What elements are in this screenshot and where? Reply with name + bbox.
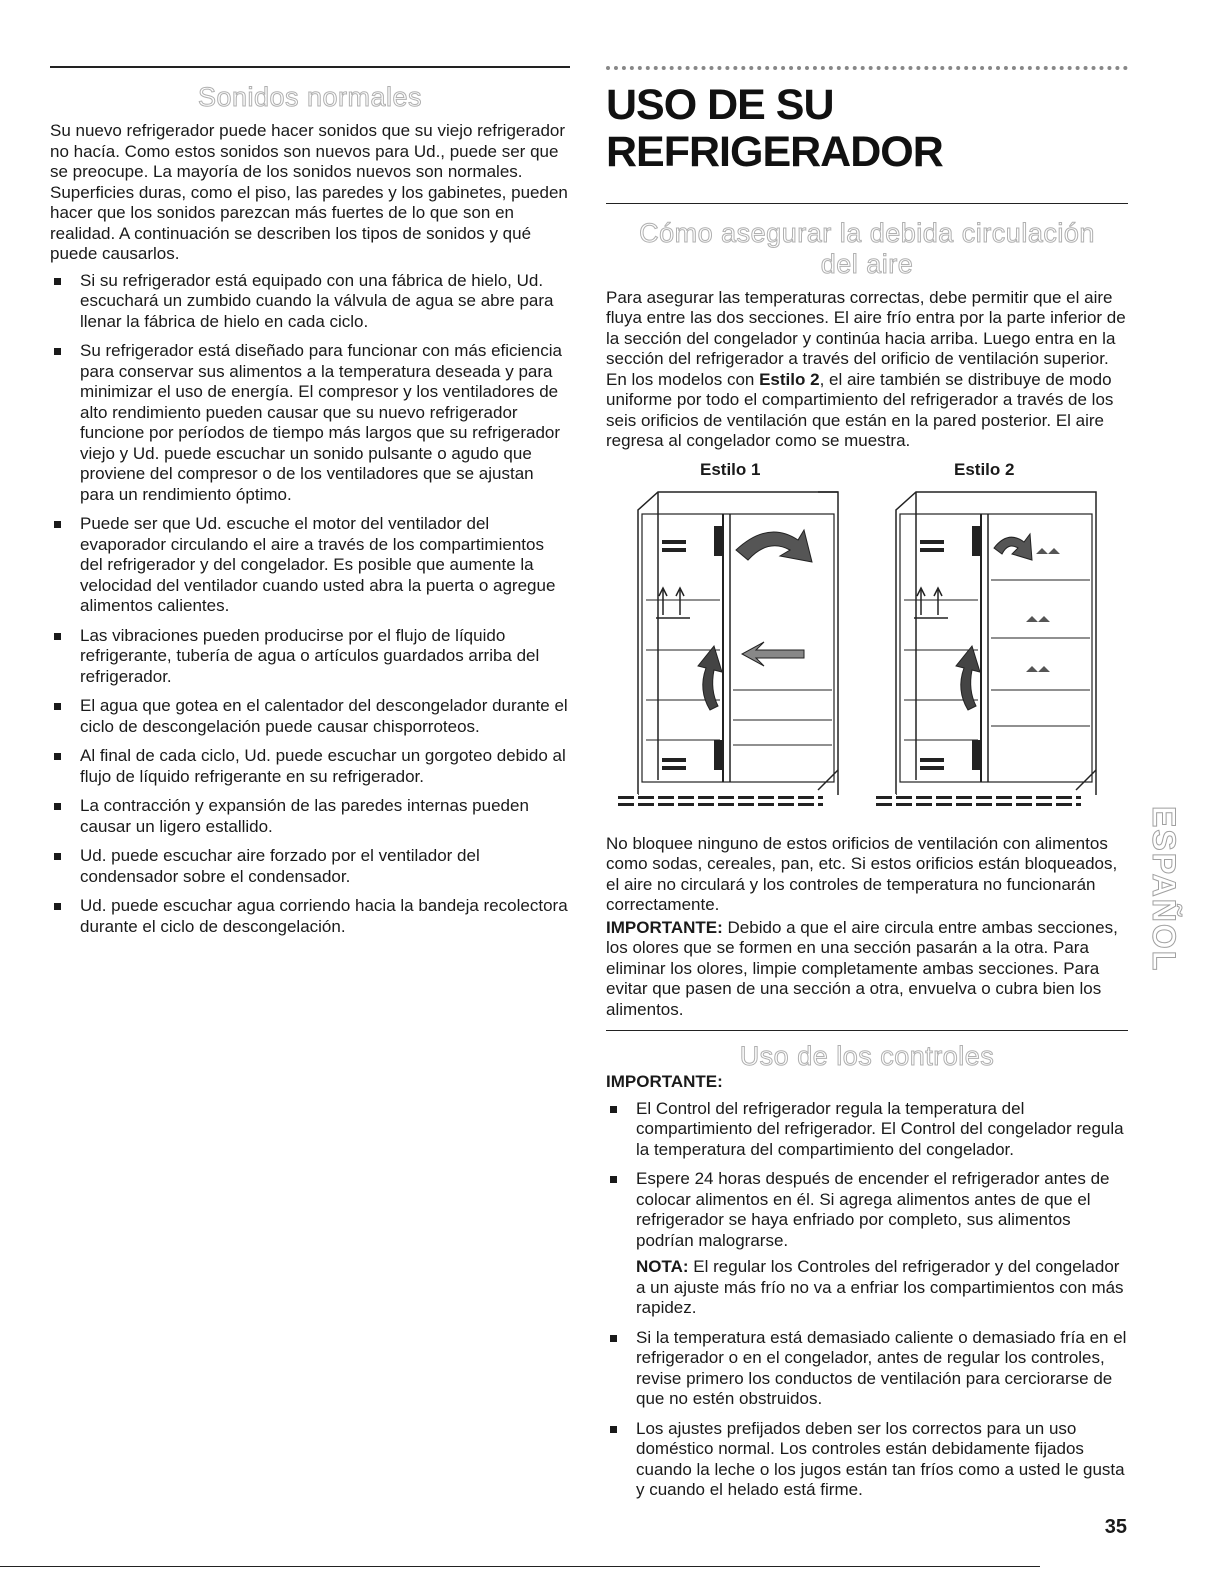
air-circulation-paragraph <box>606 288 1128 452</box>
vent-warning-paragraph: No bloquee ninguno de estos orificios de ventilación con alimentos como sodas, cereales, pan, etc. Si estos orificios están bloqueados, el aire no circulará y los controles de temperatura no funcionarán correctamente. <box>606 833 1118 915</box>
controls-important-label <box>606 1072 1128 1093</box>
page-title: USO DE SU REFRIGERADOR <box>606 81 943 177</box>
language-tab-label: ESPAÑOL <box>1146 806 1182 973</box>
list-item: La contracción y expansión de las paredes internas pueden causar un ligero estallido. <box>50 796 570 837</box>
style-1-diagram <box>618 490 846 812</box>
controls-rule <box>606 1030 1128 1031</box>
list-item: Espere 24 horas después de encender el refrigerador antes de colocar alimentos en él. Si agrega alimentos antes de que el refrigerador se haya enfriado por completo, sus alimentos podrían malograrse. <box>606 1169 1128 1251</box>
normal-sounds-heading: Sonidos normales <box>197 82 423 112</box>
controls-list <box>606 1099 1128 1252</box>
page-number: 35 <box>1104 1516 1127 1538</box>
nota-text: El regular los Controles del refrigerador y del congelador a un ajuste más frío no va a enfriar los compartimientos con más rapidez. <box>636 1257 1124 1318</box>
list-item: Su refrigerador está diseñado para funcionar con más eficiencia para conservar sus alimentos a la temperatura deseada y para minimizar el uso de energía. El compresor y los ventiladores de alto rendimiento pueden causar que su nuevo refrigerador funcione por períodos de tiempo más largos que su refrigerador viejo y Ud. puede escuchar un sonido pulsante o agudo que proviene del compresor o de los ventiladores que se ajustan para un rendimiento óptimo. <box>50 341 570 505</box>
air-circulation-heading: Cómo asegurar la debida circulación del aire <box>639 217 1095 279</box>
list-item: Las vibraciones pueden producirse por el flujo de líquido refrigerante, tubería de agua o artículos guardados arriba del refrigerador. <box>50 626 570 688</box>
controls-important-text: IMPORTANTE: <box>606 1072 723 1092</box>
language-side-tab <box>1148 800 1188 1060</box>
air-text-2: , el aire también se distribuye de modo uniforme por todo el compartimiento del refrigerador a través de los seis orificios de ventilación que están en la pared posterior. El aire regresa al congelador como se muestra. <box>606 369 1114 451</box>
list-item: Si su refrigerador está equipado con una fábrica de hielo, Ud. escuchará un zumbido cuando la válvula de agua se abre para llenar la fábrica de hielo en cada ciclo. <box>50 271 570 333</box>
nota-paragraph <box>606 1257 1128 1319</box>
nota-label: NOTA: <box>636 1257 689 1277</box>
style-2-label: Estilo 2 <box>954 459 1015 479</box>
list-item: Ud. puede escuchar agua corriendo hacia la bandeja recolectora durante el ciclo de descongelación. <box>50 896 570 937</box>
right-top-rule <box>606 66 1128 70</box>
list-item: Si la temperatura está demasiado caliente o demasiado fría en el refrigerador o en el congelador, antes de regular los controles, revise primero los conductos de ventilación para cerciorarse de que no estén obstruidos. <box>606 1328 1128 1410</box>
style-1-label: Estilo 1 <box>700 459 761 479</box>
right-column <box>606 72 1128 1510</box>
style-2-bold: Estilo 2 <box>759 369 820 389</box>
normal-sounds-list <box>50 271 570 938</box>
important-paragraph <box>606 918 1128 1021</box>
title-rule <box>606 203 1128 204</box>
bottom-rule <box>0 1566 1040 1567</box>
important-label: IMPORTANTE: <box>606 917 723 937</box>
list-item: Ud. puede escuchar aire forzado por el ventilador del condensador sobre el condensador. <box>50 846 570 887</box>
left-column <box>50 72 570 946</box>
left-top-rule <box>50 66 570 68</box>
air-text-1: Para asegurar las temperaturas correctas, debe permitir que el aire fluya entre las dos secciones. El aire frío entra por la parte inferior de la sección del congelador y continúa hacia arriba. Luego entra en la sección del refrigerador a través del orificio de ventilación superior. En los modelos con <box>606 287 1126 389</box>
controls-heading: Uso de los controles <box>739 1041 995 1072</box>
style-2-diagram <box>876 490 1104 812</box>
list-item: El agua que gotea en el calentador del descongelador durante el ciclo de descongelación puede causar chisporroteos. <box>50 696 570 737</box>
airflow-figure <box>606 460 1128 830</box>
controls-list-2 <box>606 1328 1128 1501</box>
list-item: El Control del refrigerador regula la temperatura del compartimiento del refrigerador. El Control del congelador regula la temperatura del compartimiento del congelador. <box>606 1099 1128 1161</box>
important-text: Debido a que el aire circula entre ambas secciones, los olores que se formen en una sección pasarán a la otra. Para eliminar los olores, limpie completamente ambas secciones. Para evitar que pasen de una sección a otra, envuelva o cubra bien los alimentos. <box>606 917 1118 1019</box>
list-item: Al final de cada ciclo, Ud. puede escuchar un gorgoteo debido al flujo de líquido refrigerante en su refrigerador. <box>50 746 570 787</box>
normal-sounds-intro: Su nuevo refrigerador puede hacer sonidos que su viejo refrigerador no hacía. Como estos sonidos son nuevos para Ud., puede ser que se preocupe. La mayoría de los sonidos nuevos son normales. Superficies duras, como el piso, las paredes y los gabinetes, pueden hacer que los sonidos parezcan más fuertes de lo que son en realidad. A continuación se describen los tipos de sonidos y qué puede causarlos. <box>50 121 568 264</box>
list-item: Los ajustes prefijados deben ser los correctos para un uso doméstico normal. Los controles están debidamente fijados cuando la leche o los jugos están tan fríos como a usted le gusta y cuando el helado está firme. <box>606 1419 1128 1501</box>
list-item: Puede ser que Ud. escuche el motor del ventilador del evaporador circulando el aire a través de los compartimientos del refrigerador y del congelador. Es posible que aumente la velocidad del ventilador cuando usted abra la puerta o agregue alimentos calientes. <box>50 514 570 617</box>
